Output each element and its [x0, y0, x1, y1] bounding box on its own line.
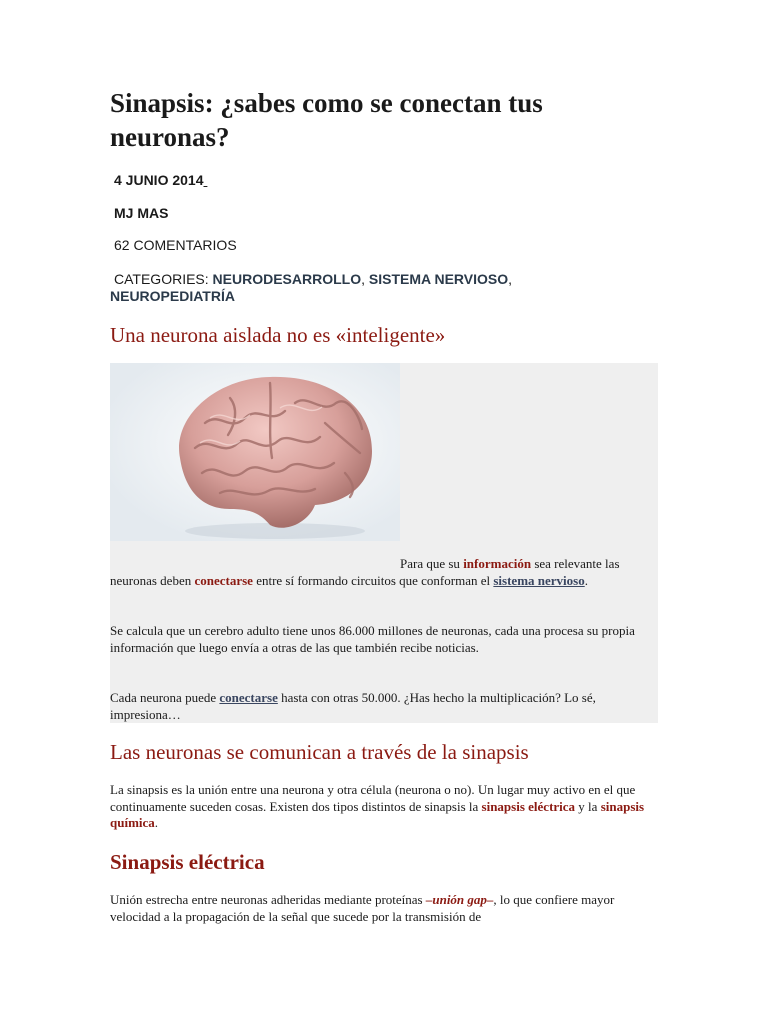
category-link-neuropediatria[interactable]: NEUROPEDIATRÍA — [110, 288, 235, 304]
p1-text-c: entre sí formando circuitos que conforman el — [252, 572, 494, 588]
brain-image — [110, 363, 400, 541]
section-heading-neurona-aislada: Una neurona aislada no es «inteligente» — [110, 323, 446, 347]
sinapsis-text — [110, 782, 658, 832]
link-sistema-nervioso[interactable]: sistema nervioso — [493, 572, 585, 588]
section-heading-sinapsis-electrica: Sinapsis eléctrica — [110, 850, 265, 874]
s2-text-a: La sinapsis es la unión entre una neurona y otra célula (neurona o no). Un lugar muy activo en el que continuamente suceden cosas. Existen dos tipos distintos de sinapsis la — [110, 782, 636, 814]
p1-text-b: sea relevante las neuronas deben — [110, 556, 620, 588]
intro-paragraph-1 — [110, 556, 658, 589]
post-date[interactable] — [114, 172, 207, 188]
post-categories: CATEGORIES: NEURODESARROLLO, SISTEMA NERVIOSO, NEUROPEDIATRÍA — [110, 271, 513, 304]
p1-text-a: Para que su — [400, 556, 464, 571]
highlight-informacion: información — [463, 556, 532, 571]
highlight-conectarse: conectarse — [194, 572, 253, 588]
section-heading-sinapsis: Las neuronas se comunican a través de la sinapsis — [110, 740, 529, 764]
sinapsis-paragraph — [110, 782, 658, 832]
s3-text-b: , lo que confiere mayor velocidad a la propagación de la señal que sucede por la transmisión de — [110, 892, 615, 924]
post-author[interactable]: MJ MAS — [114, 205, 169, 221]
brain-illustration — [110, 363, 400, 541]
p3-text-a: Cada neurona puede — [110, 690, 220, 705]
s2-text-c: . — [154, 815, 159, 830]
date-underline — [204, 172, 208, 188]
p3-text-b: hasta con otras 50.000. ¿Has hecho la multiplicación? Lo sé, impresiona… — [110, 690, 596, 722]
intro-box — [110, 363, 658, 723]
s3-text-a: Unión estrecha entre neuronas adheridas mediante proteínas — [110, 892, 426, 907]
link-conectarse[interactable]: conectarse — [219, 690, 278, 705]
p1-text-d: . — [584, 572, 588, 588]
intro-paragraph-2: Se calcula que un cerebro adulto tiene unos 86.000 millones de neuronas, cada una procesa su propia información que luego envía a otras de las que también recibe noticias. — [110, 623, 635, 655]
post-date-text: 4 JUNIO 2014 — [114, 172, 204, 188]
comments-count[interactable]: 62 COMENTARIOS — [114, 237, 237, 253]
s2-text-b: y la — [575, 798, 601, 814]
category-link-neurodesarrollo[interactable]: NEURODESARROLLO — [212, 271, 362, 287]
page-title: Sinapsis: ¿sabes como se conectan tus neuronas? — [110, 88, 543, 152]
highlight-sinapsis-quimica: sinapsis química — [110, 798, 645, 830]
intro-paragraph-3 — [110, 690, 658, 723]
electrica-text — [110, 892, 658, 925]
categories-label: CATEGORIES: — [114, 271, 209, 287]
highlight-sinapsis-electrica: sinapsis eléctrica — [481, 798, 576, 814]
electrica-paragraph — [110, 892, 658, 925]
highlight-union-gap: –unión gap– — [425, 892, 494, 907]
category-link-sistema-nervioso[interactable]: SISTEMA NERVIOSO — [368, 271, 509, 287]
